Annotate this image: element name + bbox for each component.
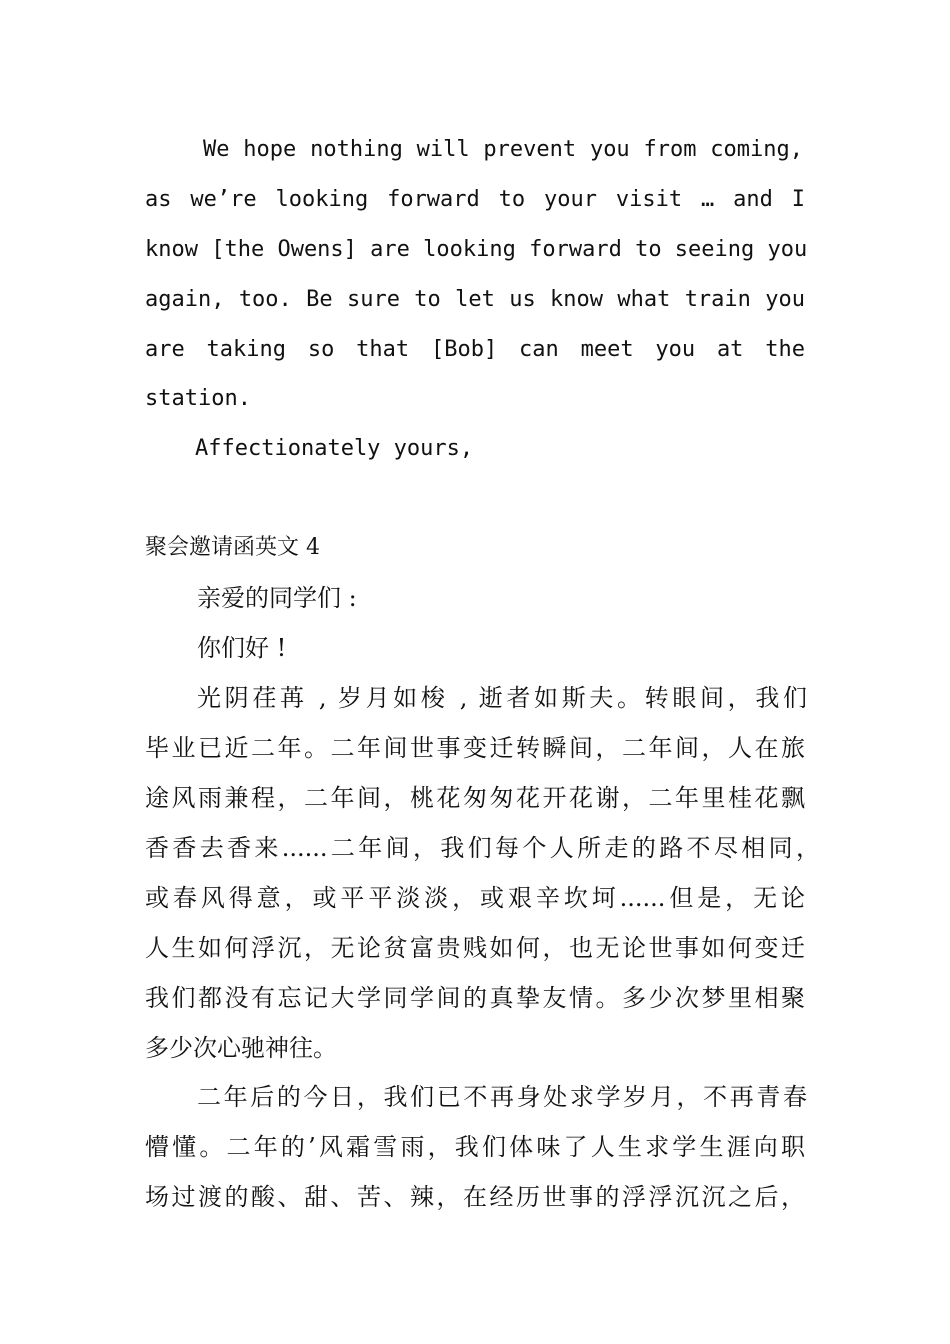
paragraph-line: 香香去香来......二年间，我们每个人所走的路不尽相同， [145,834,820,862]
salutation: 亲爱的同学们 : [197,584,357,612]
paragraph-line: 毕业已近二年。二年间世事变迁转瞬间，二年间，人在旅 [145,734,805,762]
letter-line: station. [145,386,251,411]
letter-line: are taking so that [Bob] can meet you at the [145,337,805,362]
paragraph-line: 人生如何浮沉，无论贫富贵贱如何，也无论世事如何变迁 [145,934,805,962]
letter-line: We hope nothing will prevent you from coming, [203,137,803,162]
letter-line: as we’re looking forward to your visit … and I [145,187,805,212]
greeting: 你们好 ! [197,634,287,662]
letter-line: know [the Owens] are looking forward to seeing you [145,237,808,262]
paragraph-line: 我们都没有忘记大学同学间的真挚友情。多少次梦里相聚 [145,984,805,1012]
paragraph-line: 场过渡的酸、甜、苦、辣，在经历世事的浮浮沉沉之后， [145,1183,805,1211]
paragraph-line: 光阴荏苒 , 岁月如梭 , 逝者如斯夫。转眼间，我们 [197,684,807,712]
letter-line: again, too. Be sure to let us know what train you [145,287,805,312]
paragraph-line: 多少次心驰神往。 [145,1034,337,1062]
section-heading: 聚会邀请函英文 4 [145,535,320,560]
paragraph-line: 懵懂。二年的’风霜雪雨，我们体味了人生求学生涯向职 [145,1133,805,1161]
letter-closing: Affectionately yours, [195,436,474,461]
paragraph-line: 途风雨兼程，二年间，桃花匆匆花开花谢，二年里桂花飘 [145,784,805,812]
paragraph-line: 或春风得意，或平平淡淡，或艰辛坎坷......但是，无论 [145,884,805,912]
paragraph-line: 二年后的今日，我们已不再身处求学岁月，不再青春 [197,1083,807,1111]
